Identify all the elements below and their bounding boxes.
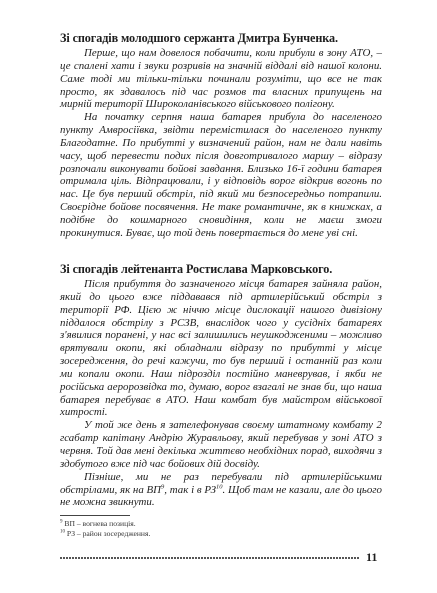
footnotes	[60, 519, 360, 539]
page-bottom-rule	[60, 557, 360, 559]
footnote-mark: 9	[60, 519, 63, 525]
footnote-mark: 10	[60, 529, 65, 535]
section-heading-markovsky: Зі спогадів лейтенанта Ростислава Марковського.	[60, 262, 333, 276]
paragraph-text: . Щоб там не казали, але до цього не можна звикнути.	[60, 483, 382, 509]
paragraph: Перше, що нам довелося побачити, коли прибули в зону АТО, – це спалені хати і звуки розривів на значній віддалі від нашої колони. Саме тоді ми тільки-тільки починали розуміти, що все не так просто, як здавалось під час розмов та власних припущень на мирній території Широколанівського військового полігону.	[60, 47, 382, 111]
footnote-ref-9[interactable]: 9	[161, 482, 165, 490]
paragraph: На початку серпня наша батарея прибула до населеного пункту Амвросіївка, звідти перемістилася до населеного пункту Благодатне. По прибутті у визначений район, нам не дали навіть часу, щоб перевести подих після довготривалого маршу – відразу розпочали виконувати бойові завдання. Близько 16-ї години батарея отримала ціль. Відпрацювали, і у відповідь ворог відкрив вогонь по нас. Це був перший обстріл, під який ми безпосередньо потрапили. Своєрідне бойове посвячення. Не таке романтичне, як в книжках, а подібне до кошмарного сновидіння, коли не маєш змоги прокинутися. Буває, що той день повертається до мене уві сні.	[60, 111, 382, 239]
page-number: 11	[366, 550, 378, 564]
footnote-text: ВП – вогнева позиція.	[64, 519, 136, 528]
section-body-markovsky	[60, 278, 382, 509]
section-heading-bunchenko: Зі спогадів молодшого сержанта Дмитра Бунченка.	[60, 31, 338, 45]
paragraph-text: Пізніше, ми не раз перебували під артилерійськими обстрілами, як на ВП	[60, 470, 382, 496]
paragraph: У той же день я зателефонував своєму штатному комбату 2 гсабатр капітану Андрію Журавльову, який перебував у зоні АТО з червня. Той дав мені декілька життєво необхідних порад, виходячи з здобутого вже під час бойових дій досвіду.	[60, 419, 382, 470]
paragraph-with-footnotes	[60, 471, 382, 510]
footnote-ref-10[interactable]: 10	[216, 482, 223, 490]
paragraph: Після прибуття до зазначеного місця батарея зайняла район, який до цього вже піддавався під артилерійський обстріл з території РФ. Цією ж ніччю місце дислокації нашого дивізіону піддалося обстрілу з РСЗВ, внаслідок чого у сусідніх батареях з'явилися поранені, у нас всі залишились неушкодженими – можливо врятували окопи, які обладнали відразу по прибутті у місце зосередження, до речі кажучи, то був перший і останній раз коли ми копали окопи. Наш підрозділ постійно маневрував, і якби не російська аеророзвідка то, думаю, ворог взагалі не знав би, що наша батарея перебуває в АТО. Наш комбат був майстром військової хитрості.	[60, 278, 382, 419]
footnote-item	[60, 519, 360, 529]
footnote-item	[60, 529, 360, 539]
footnote-text: РЗ – район зосередження.	[66, 529, 151, 538]
footnote-separator	[60, 515, 130, 516]
paragraph-text: , так і в РЗ	[164, 483, 217, 496]
section-body-bunchenko	[60, 47, 382, 240]
